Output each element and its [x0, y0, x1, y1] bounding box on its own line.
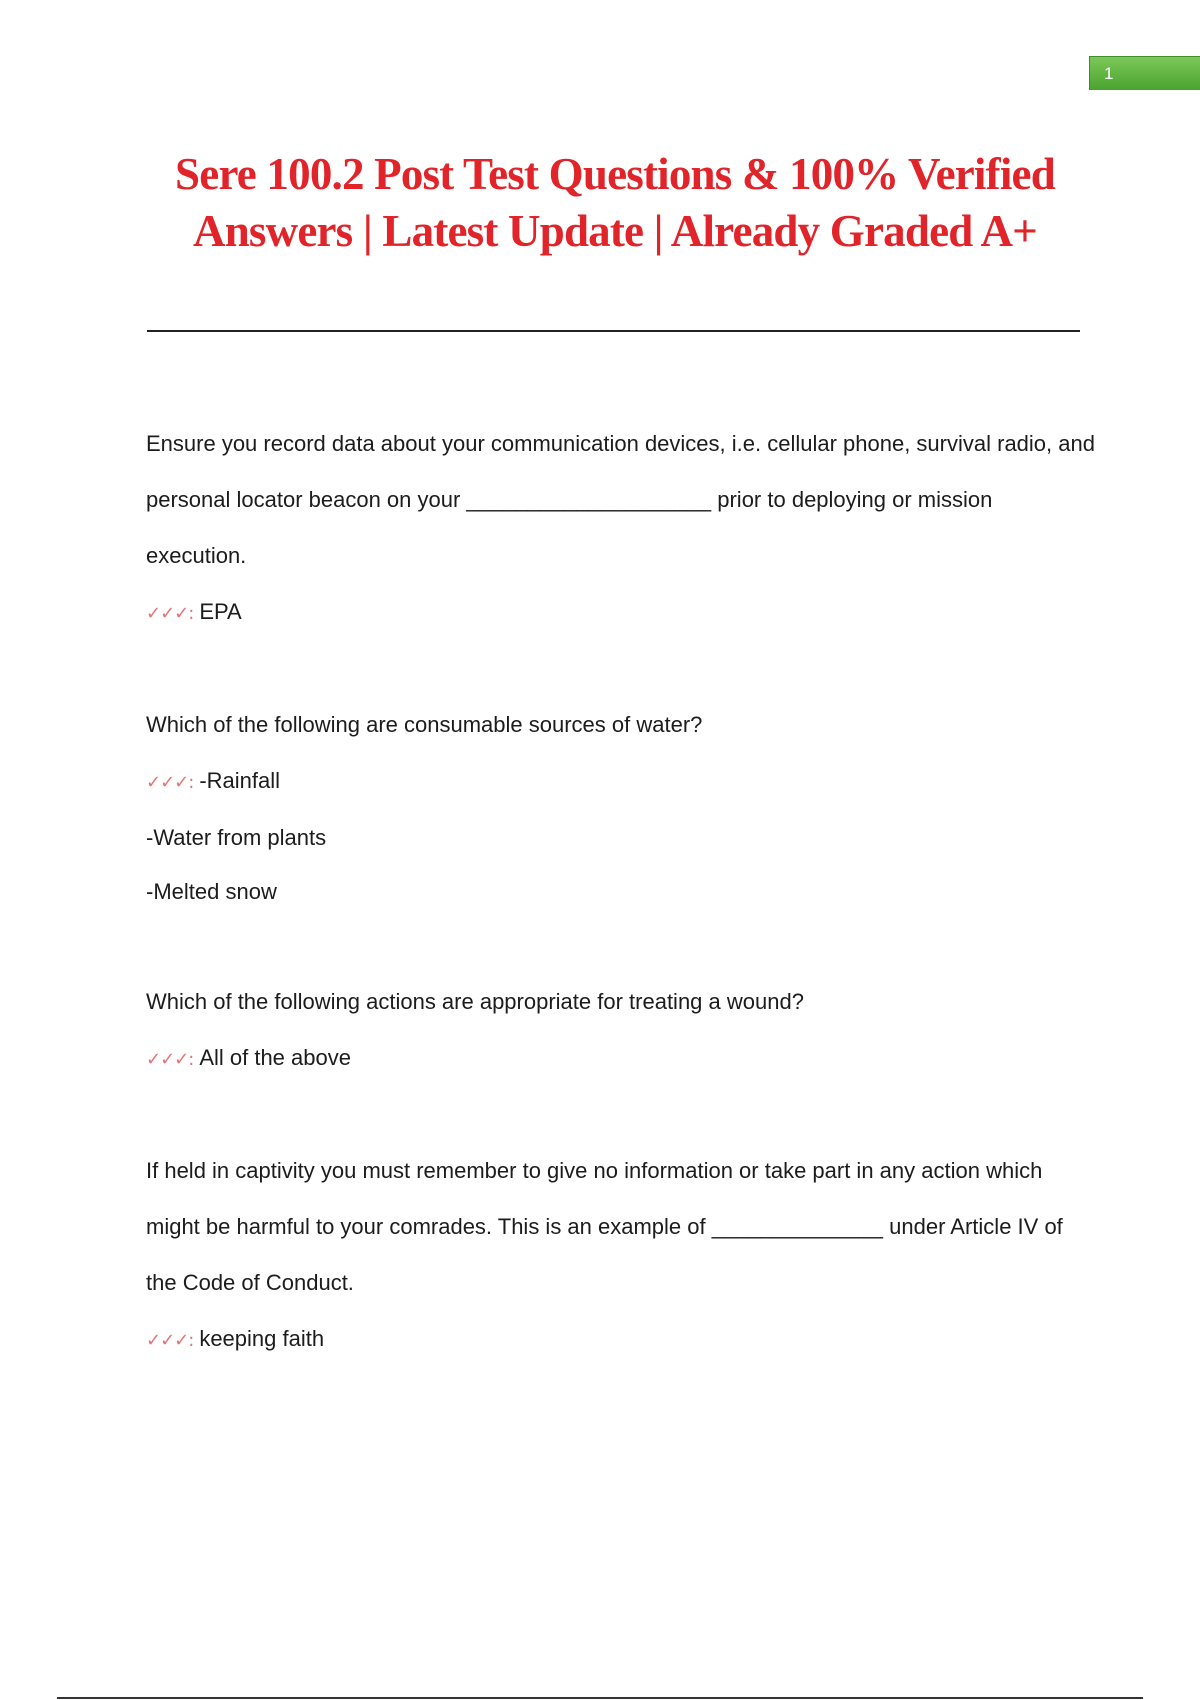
answer-line	[146, 584, 1096, 642]
title-line-1: Sere 100.2 Post Test Questions & 100% Verified	[175, 149, 1055, 199]
title-divider	[147, 330, 1080, 332]
checkmark-icon: ✓✓✓:	[146, 603, 194, 624]
footer-divider	[57, 1697, 1143, 1699]
qa-list	[146, 416, 1096, 1424]
qa-item-2	[146, 697, 1096, 919]
question-text: Ensure you record data about your communication devices, i.e. cellular phone, survival radio, and personal locator beacon on your ____________________ prior to deploying or mission execution.	[146, 431, 1095, 568]
page-number-badge	[1089, 56, 1200, 90]
title-line-2: Answers | Latest Update | Already Graded A+	[193, 206, 1037, 256]
question-text: If held in captivity you must remember to give no information or take part in any action which might be harmful to your comrades. This is an example of ______________ under Article IV of the Code of Conduct.	[146, 1158, 1063, 1295]
question-text: Which of the following are consumable sources of water?	[146, 712, 703, 737]
qa-item-3	[146, 974, 1096, 1088]
checkmark-icon: ✓✓✓:	[146, 772, 194, 793]
question-text: Which of the following actions are appropriate for treating a wound?	[146, 989, 804, 1014]
answer-text: -Rainfall	[199, 768, 281, 793]
document-title	[140, 146, 1090, 260]
qa-item-1	[146, 416, 1096, 642]
answer-text: EPA	[199, 599, 242, 624]
answer-continuation: -Water from plants	[146, 825, 327, 850]
answer-text: All of the above	[199, 1045, 351, 1070]
answer-line	[146, 753, 1096, 811]
answer-line	[146, 1030, 1096, 1088]
answer-text: keeping faith	[199, 1326, 325, 1351]
checkmark-icon: ✓✓✓:	[146, 1330, 194, 1351]
answer-line	[146, 1311, 1096, 1369]
checkmark-icon: ✓✓✓:	[146, 1049, 194, 1070]
page-number: 1	[1104, 64, 1114, 83]
answer-continuation: -Melted snow	[146, 879, 277, 904]
qa-item-4	[146, 1143, 1096, 1369]
